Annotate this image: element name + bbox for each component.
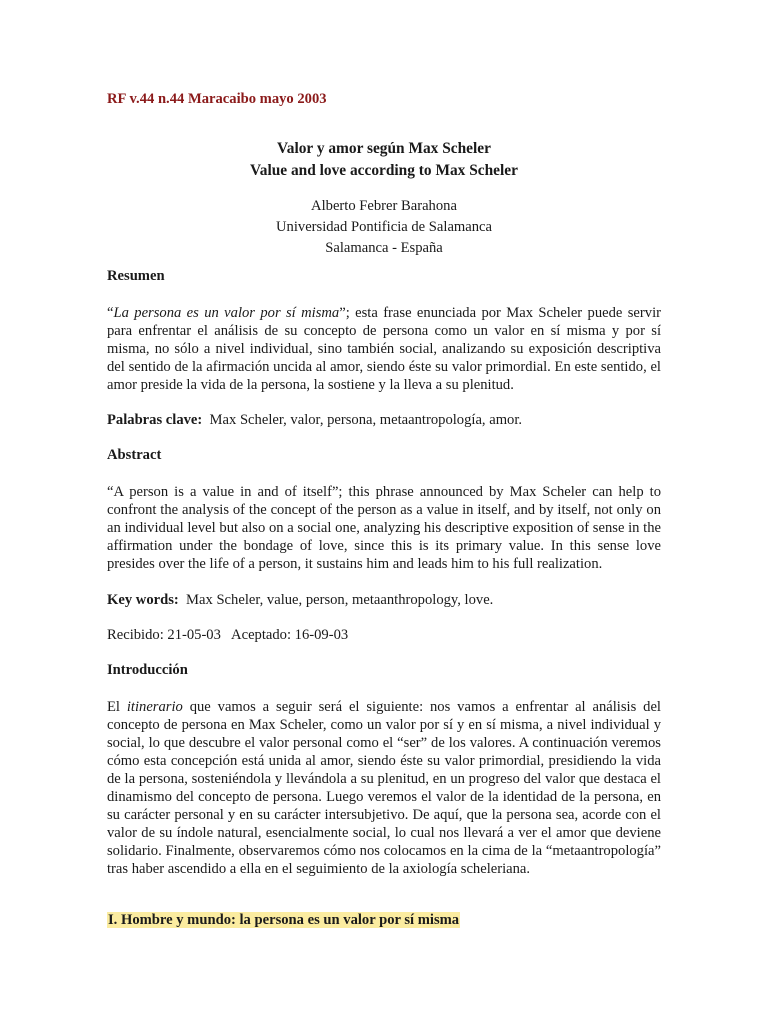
section-1-heading	[107, 912, 460, 929]
palabras-clave-label: Palabras clave:	[107, 412, 203, 428]
resumen-text: ; esta frase enunciada por Max Scheler puede servir para enfrentar el análisis de su concepto de persona como un valor en sí misma y por sí misma, no sólo a nivel individual, sino también social, analizando su exposición descriptiva del sentido de la afirmación uncida al amor, siendo éste su valor primordial. En este sentido, el amor preside la vida de la persona, la sostiene y la lleva a su plenitud.	[107, 305, 661, 393]
section-1-heading-text: I. Hombre y mundo: la persona es un valor por sí misma	[108, 912, 460, 928]
introduccion-heading: Introducción	[107, 662, 188, 678]
resumen-close-quote: ”	[339, 305, 346, 321]
author-location: Salamanca - España	[325, 240, 443, 256]
intro-italic-word: itinerario	[126, 699, 183, 715]
author-name: Alberto Febrer Barahona	[311, 198, 457, 214]
resumen-open-quote: “	[107, 305, 114, 321]
title-block	[107, 138, 661, 182]
introduccion-paragraph	[107, 698, 661, 878]
dates-line	[107, 627, 348, 644]
intro-text: que vamos a seguir será el siguiente: nos vamos a enfrentar al análisis del concepto de persona en Max Scheler, como un valor por sí y en sí misma, a nivel individual y social, lo que descubre el valor personal como el “ser” de los valores. A continuación veremos cómo esta concepción está unida al amor, siendo éste su valor primordial, presidiendo la vida de la persona, sosteniéndola y llevándola a su plenitud, en un progreso del valor que destaca el dinamismo del concepto de persona. Luego veremos el valor de la identidad de la persona, en su carácter personal y en su carácter intersubjetivo. De aquí, que la persona sea, acorde con el valor de su índole natural, esencialmente social, lo cual nos llevará a ver el amor que deviene solidario. Finalmente, observaremos cómo nos colocamos en la cima de la “metaantropología” tras haber ascendido a ella en el seguimiento de la axiología scheleriana.	[107, 699, 661, 877]
title-spanish: Valor y amor según Max Scheler	[277, 140, 491, 157]
author-institution: Universidad Pontificia de Salamanca	[276, 219, 492, 235]
abstract-heading: Abstract	[107, 447, 162, 463]
palabras-clave-value: Max Scheler, valor, persona, metaantropología, amor.	[209, 412, 523, 428]
key-words-label: Key words:	[107, 592, 179, 608]
palabras-clave	[107, 412, 522, 429]
key-words	[107, 592, 493, 609]
intro-lead: El	[107, 699, 127, 715]
abstract-paragraph: “A person is a value in and of itself”; this phrase announced by Max Scheler can help to confront the analysis of the concept of the person as a value in itself, and by itself, not only on an individual level but also on a social one, analyzing his descriptive exposition of sense in the affirmation under the bondage of love, since this is its primary value. In this sense love presides over the life of a person, it sustains him and leads him to his full realization.	[107, 484, 661, 572]
received-date: Recibido: 21-05-03	[107, 627, 221, 643]
key-words-value: Max Scheler, value, person, metaanthropology, love.	[186, 592, 494, 608]
journal-reference: RF v.44 n.44 Maracaibo mayo 2003	[107, 91, 327, 107]
accepted-date: Aceptado: 16-09-03	[231, 627, 349, 643]
title-english: Value and love according to Max Scheler	[250, 162, 518, 179]
resumen-heading: Resumen	[107, 268, 165, 284]
author-block	[107, 196, 661, 259]
resumen-paragraph	[107, 304, 661, 394]
resumen-quote: La persona es un valor por sí misma	[113, 305, 340, 321]
